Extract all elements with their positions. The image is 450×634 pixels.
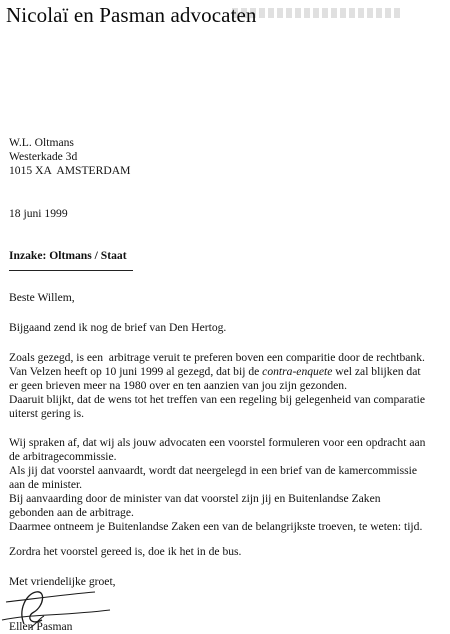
paragraph-2-text: wel zal blijken dat [332, 365, 421, 378]
paragraph-3-line: Wij spraken af, dat wij als jouw advocaten een voorstel formuleren voor een opdracht aan [9, 436, 426, 449]
paragraph-1: Bijgaand zend ik nog de brief van Den Hertog. [9, 321, 227, 334]
paragraph-3-line: de arbitragecommissie. [9, 450, 117, 463]
paragraph-2-line [9, 365, 449, 379]
salutation: Beste Willem, [9, 291, 75, 304]
paragraph-2-emphasis: contra-enquete [262, 365, 333, 378]
signatory-name: Ellen Pasman [9, 620, 73, 633]
paragraph-2 [9, 351, 449, 421]
paragraph-3-line: aan de minister. [9, 478, 83, 491]
paragraph-3 [9, 436, 449, 534]
paragraph-3-line: Bij aanvaarding door de minister van dat voorstel zijn jij en Buitenlandse Zaken [9, 492, 381, 505]
paragraph-2-line: Zoals gezegd, is een arbitrage veruit te preferen boven een comparitie door de rechtbank. [9, 351, 425, 364]
paragraph-2-line: Daaruit blijkt, dat de wens tot het treffen van een regeling bij gelegenheid van comparatie [9, 393, 426, 406]
paragraph-3-line: Als jij dat voorstel aanvaardt, wordt dat neergelegd in een brief van de kamercommissie [9, 464, 418, 477]
recipient-name: W.L. Oltmans [9, 136, 74, 149]
paragraph-4: Zordra het voorstel gereed is, doe ik het in de bus. [9, 545, 242, 558]
paragraph-2-line: er geen brieven meer na 1980 over en ten aanzien van jou zijn gezonden. [9, 379, 348, 392]
closing: Met vriendelijke groet, [9, 575, 116, 588]
subject-underline [9, 270, 133, 271]
paragraph-3-line: Daarmee ontneem je Buitenlandse Zaken een van de belangrijkste troeven, te weten: tijd. [9, 520, 423, 533]
paragraph-2-text: Van Velzen heeft op 10 juni 1999 al gezegd, dat bij de [9, 365, 263, 378]
subject-line: Inzake: Oltmans / Staat [9, 249, 127, 262]
recipient-city: 1015 XA AMSTERDAM [9, 164, 131, 177]
letterhead: Nicolaï en Pasman advocaten [6, 3, 257, 27]
paragraph-2-line: uiterst gering is. [9, 407, 85, 420]
letterhead-faint-mark [232, 8, 402, 18]
paragraph-3-line: gebonden aan de arbitrage. [9, 506, 134, 519]
letter-date: 18 juni 1999 [9, 207, 68, 220]
recipient-address [9, 136, 130, 178]
recipient-street: Westerkade 3d [9, 150, 78, 163]
